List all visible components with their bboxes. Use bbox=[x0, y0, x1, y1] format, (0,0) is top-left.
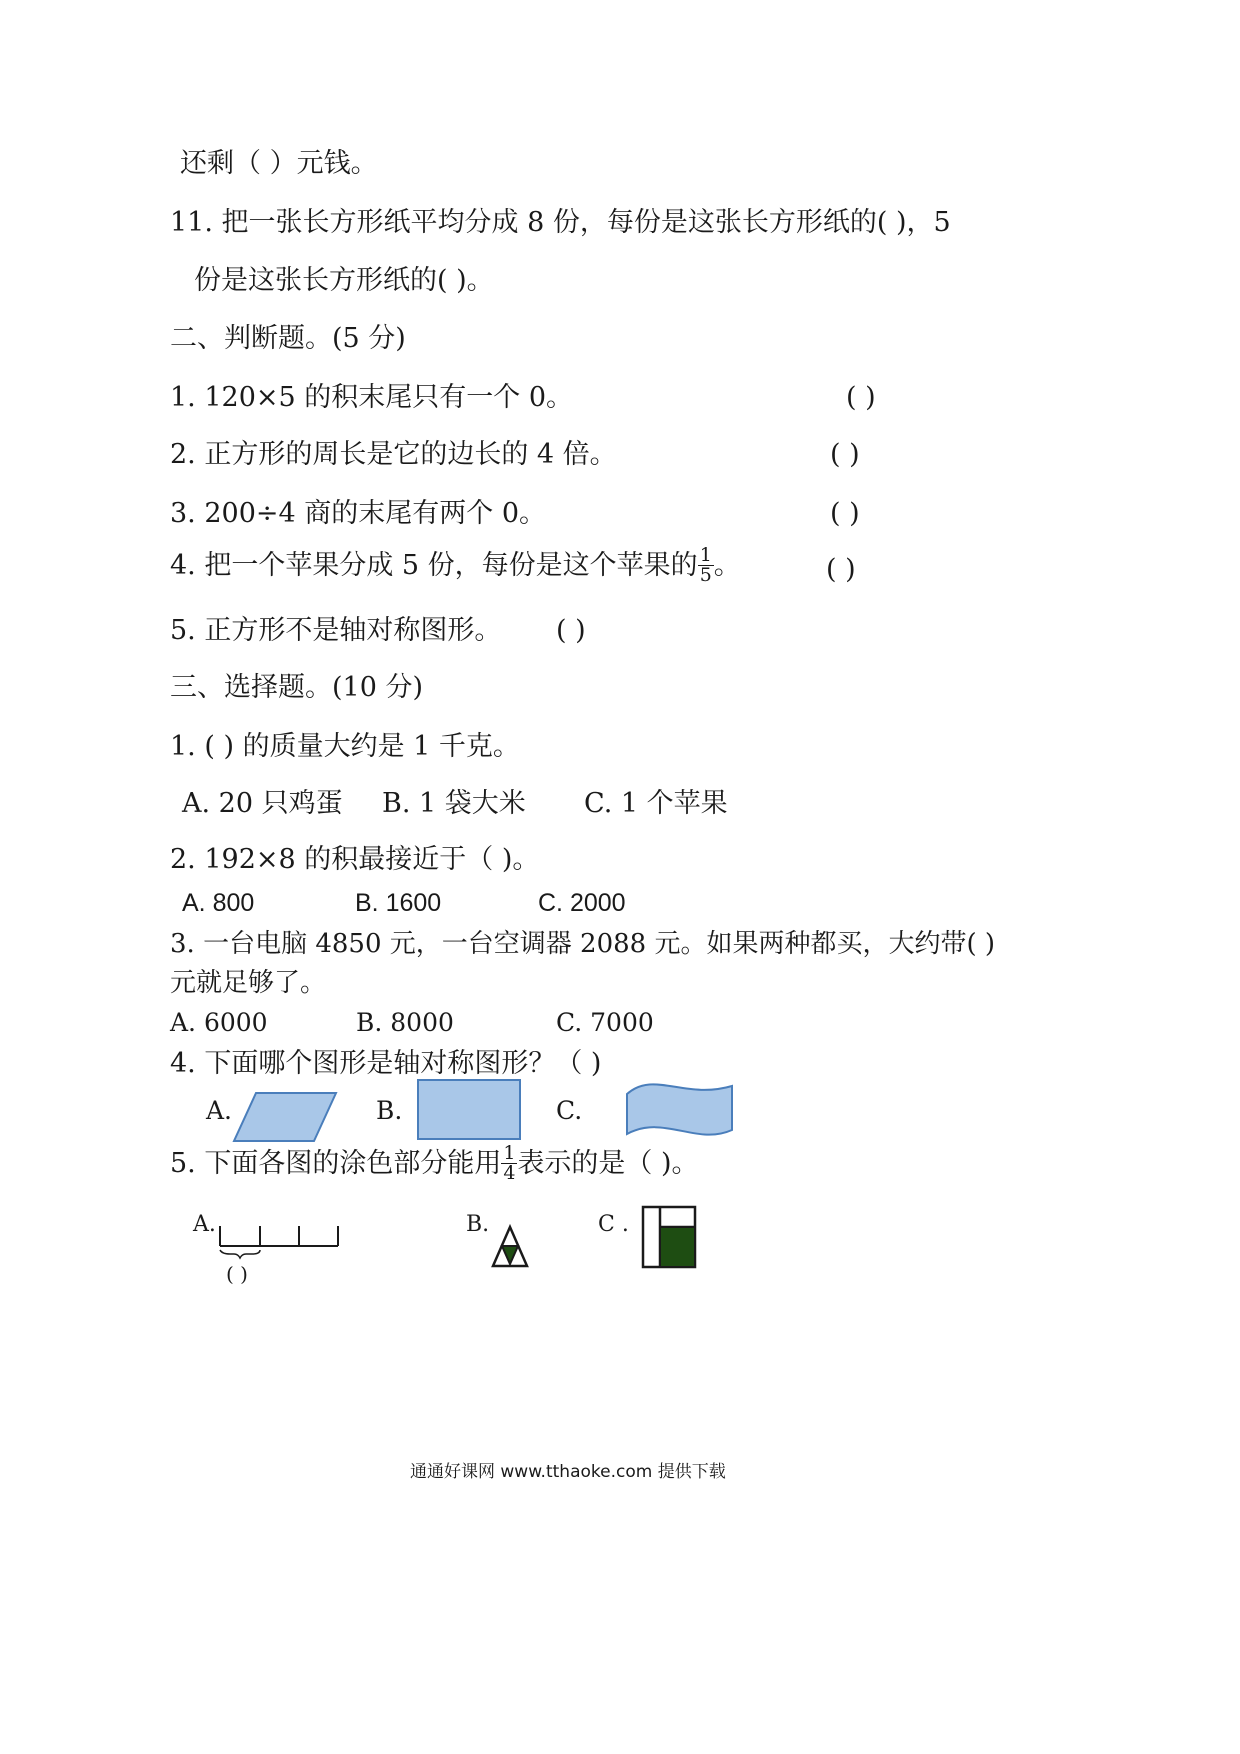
choice-q5-end: 表示的是（ )。 bbox=[517, 1148, 699, 1179]
judge-item-2: 2. 正方形的周长是它的边长的 4 倍。 bbox=[170, 439, 617, 470]
q11-line1: 11. 把一张长方形纸平均分成 8 份，每份是这张长方形纸的( )，5 bbox=[170, 207, 951, 238]
fraction-one-fifth: $\frac{1}{5}$ bbox=[699, 544, 712, 586]
choice-q5 bbox=[170, 1144, 699, 1183]
q11-line2: 份是这张长方形纸的( )。 bbox=[194, 265, 494, 296]
page-footer: 通通好课网 www.tthaoke.com 提供下载 bbox=[410, 1462, 726, 1482]
wave-flag-shape bbox=[624, 1076, 736, 1142]
judge-answer-3: ( ) bbox=[830, 498, 860, 529]
choice-q2-option-a: A. 800 bbox=[182, 889, 255, 917]
choice-q2: 2. 192×8 的积最接近于（ )。 bbox=[170, 844, 540, 875]
choice-q5-text: 5. 下面各图的涂色部分能用 bbox=[170, 1148, 502, 1179]
choice-q3-option-c: C. 7000 bbox=[556, 1008, 654, 1037]
triangle-figure bbox=[490, 1224, 530, 1270]
choice-q1: 1. ( ) 的质量大约是 1 千克。 bbox=[170, 731, 520, 762]
parallelogram-shape bbox=[230, 1090, 340, 1144]
judge-answer-2: ( ) bbox=[830, 439, 860, 470]
judge-item-4-text: 4. 把一个苹果分成 5 份，每份是这个苹果的 bbox=[170, 550, 698, 581]
judge-item-4-end: 。 bbox=[713, 550, 741, 581]
choice-q4-option-c-label: C. bbox=[556, 1096, 583, 1125]
choice-q1-option-c: C. 1 个苹果 bbox=[584, 788, 728, 819]
choice-q3-line2: 元就足够了。 bbox=[170, 968, 327, 998]
choice-q2-option-c: C. 2000 bbox=[538, 889, 626, 917]
section-judgement-heading: 二、判断题。(5 分) bbox=[170, 323, 406, 354]
square-figure bbox=[641, 1205, 697, 1269]
choice-q1-option-b: B. 1 袋大米 bbox=[382, 788, 526, 819]
choice-q2-option-b: B. 1600 bbox=[355, 889, 442, 917]
rectangle-shape bbox=[416, 1078, 524, 1142]
judge-item-3: 3. 200÷4 商的末尾有两个 0。 bbox=[170, 498, 547, 529]
judge-answer-5: ( ) bbox=[556, 615, 586, 646]
choice-q3-option-b: B. 8000 bbox=[356, 1008, 454, 1037]
judge-item-4 bbox=[170, 546, 741, 585]
choice-q5-option-b-label: B. bbox=[466, 1212, 490, 1237]
choice-q4-option-a-label: A. bbox=[206, 1096, 233, 1125]
judge-item-1: 1. 120×5 的积末尾只有一个 0。 bbox=[170, 382, 574, 413]
choice-q5-option-a-label: A. bbox=[193, 1212, 216, 1237]
segment-brace-paren: ( ) bbox=[226, 1262, 248, 1286]
choice-q4: 4. 下面哪个图形是轴对称图形？（ ) bbox=[170, 1048, 602, 1079]
choice-q3-line1: 3. 一台电脑 4850 元，一台空调器 2088 元。如果两种都买，大约带( ) bbox=[170, 929, 996, 959]
judge-answer-4: ( ) bbox=[826, 554, 856, 585]
judge-item-5: 5. 正方形不是轴对称图形。 bbox=[170, 615, 502, 646]
section-choice-heading: 三、选择题。(10 分) bbox=[170, 672, 424, 703]
q10-continuation: 还剩（ ）元钱。 bbox=[180, 148, 378, 179]
fraction-one-quarter: $\frac{1}{4}$ bbox=[503, 1142, 516, 1184]
choice-q5-option-c-label: C . bbox=[598, 1212, 629, 1237]
choice-q3-option-a: A. 6000 bbox=[170, 1008, 268, 1037]
choice-q1-option-a: A. 20 只鸡蛋 bbox=[182, 788, 343, 819]
choice-q4-option-b-label: B. bbox=[376, 1096, 403, 1125]
judge-answer-1: ( ) bbox=[846, 382, 876, 413]
segment-line-figure bbox=[216, 1222, 342, 1262]
